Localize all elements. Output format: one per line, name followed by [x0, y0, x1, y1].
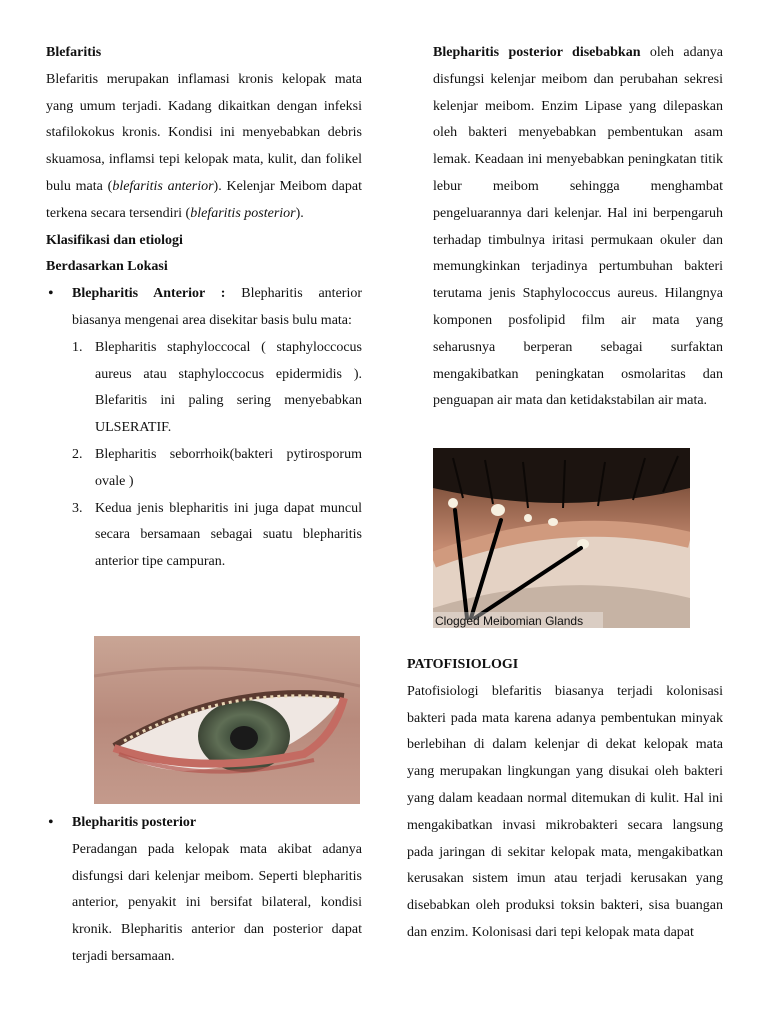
posterior-cause-bold: Blepharitis posterior disebabkan [433, 45, 641, 60]
meibomian-glands-photo [433, 448, 690, 628]
heading-patofisiologi: PATOFISIOLOGI [407, 657, 519, 672]
posterior-label: Blepharitis posterior [72, 815, 197, 830]
heading-berdasarkan-lokasi: Berdasarkan Lokasi [46, 259, 168, 275]
list-item: 1. Blepharitis staphyloccocal ( staphyloccocus aureus atau staphyloccocus epidermidis ). Blefaritis ini paling sering menyebabkan ULSERATIF. [72, 339, 362, 436]
right-column [433, 40, 723, 415]
intro-paragraph [46, 67, 362, 228]
eye-photo-anterior [94, 636, 360, 804]
left-column [46, 40, 362, 576]
intro-italic-posterior: blefaritis posterior [190, 205, 296, 221]
posterior-paragraph: Peradangan pada kelopak mata akibat adanya disfungsi dari kelenjar meibom. Seperti blepharitis anterior, penyakit ini bersifat bilateral, kondisi kronik. Blepharitis anterior dan posterior dapat terjadi bersamaan. [72, 841, 362, 964]
patofisiologi-section [407, 652, 723, 947]
list-item: 2. Blepharitis seborrhoik(bakteri pytirosporum ovale ) [72, 446, 362, 489]
eye-illustration [94, 636, 360, 804]
bullet-posterior [46, 810, 362, 837]
list-item: 3. Kedua jenis blepharitis ini juga dapat muncul secara bersamaan sebagai suatu blepharitis anterior tipe campuran. [72, 500, 362, 570]
left-column-bottom [46, 810, 362, 971]
meibomian-illustration [433, 448, 690, 628]
anterior-numbered-list [46, 335, 362, 576]
figure-caption: Clogged Meibomian Glands [435, 614, 584, 628]
anterior-text: Blepharitis anterior biasanya mengenai area disekitar basis bulu mata: [72, 286, 362, 328]
intro-italic-anterior: blefaritis anterior [112, 178, 214, 194]
intro-text-b: ). Kelenjar Meibom dapat terkena secara tersendiri ( [46, 178, 362, 221]
heading-klasifikasi: Klasifikasi dan etiologi [46, 232, 183, 248]
section-heading-blefaritis: Blefaritis [46, 45, 102, 60]
bullet-anterior [46, 281, 362, 335]
posterior-cause-text: oleh adanya disfungsi kelenjar meibom dan perubahan sekresi kelenjar meibom. Enzim Lipase yang dilepaskan oleh bakteri menyebabkan pembentukan asam lemak. Keadaan ini menyebabkan peningkatan titik lebur meibom sehingga menghambat pengeluarannya dari kelenjar. Hal ini berpengaruh terhadap timbulnya iritasi permukaan okuler dan memungkinkan terjadinya pertumbuhan bakteri terutama jenis Staphylococcus aureus. Hilangnya komponen posfolipid film air mata yang seharusnya berperan sebagai surfaktan mengakibatkan peningkatan osmolaritas dan penguapan air mata dan ketidakstabilan air mata. [433, 45, 723, 409]
intro-text-a: Blefaritis merupakan inflamasi kronis kelopak mata yang umum terjadi. Kadang dikaitkan dengan infeksi stafilokokus kronis. Kondisi ini menyebabkan debris skuamosa, inflamsi tepi kelopak mata, kulit, dan folikel bulu mata ( [46, 71, 362, 194]
patofisiologi-paragraph: Patofisiologi blefaritis biasanya terjadi kolonisasi bakteri pada mata karena adanya pembentukan minyak berlebihan di dalam kelenjar di dekat kelopak mata yang merupakan lingkungan yang disukai oleh bakteri yang dalam keadaan normal ditemukan di kulit. Hal ini mengakibatkan invasi mikrobakteri secara langsung pada jaringan di sekitar kelopak mata, mengakibatkan kerusakan sistem imun atau terjadi kerusakan yang disebabkan oleh produksi toksin bakteri, sisa buangan dan enzim. Kolonisasi dari tepi kelopak mata dapat [407, 683, 723, 940]
intro-text-c: ). [295, 205, 304, 221]
posterior-cause-paragraph [433, 40, 723, 415]
anterior-label: Blepharitis Anterior : [72, 286, 226, 302]
